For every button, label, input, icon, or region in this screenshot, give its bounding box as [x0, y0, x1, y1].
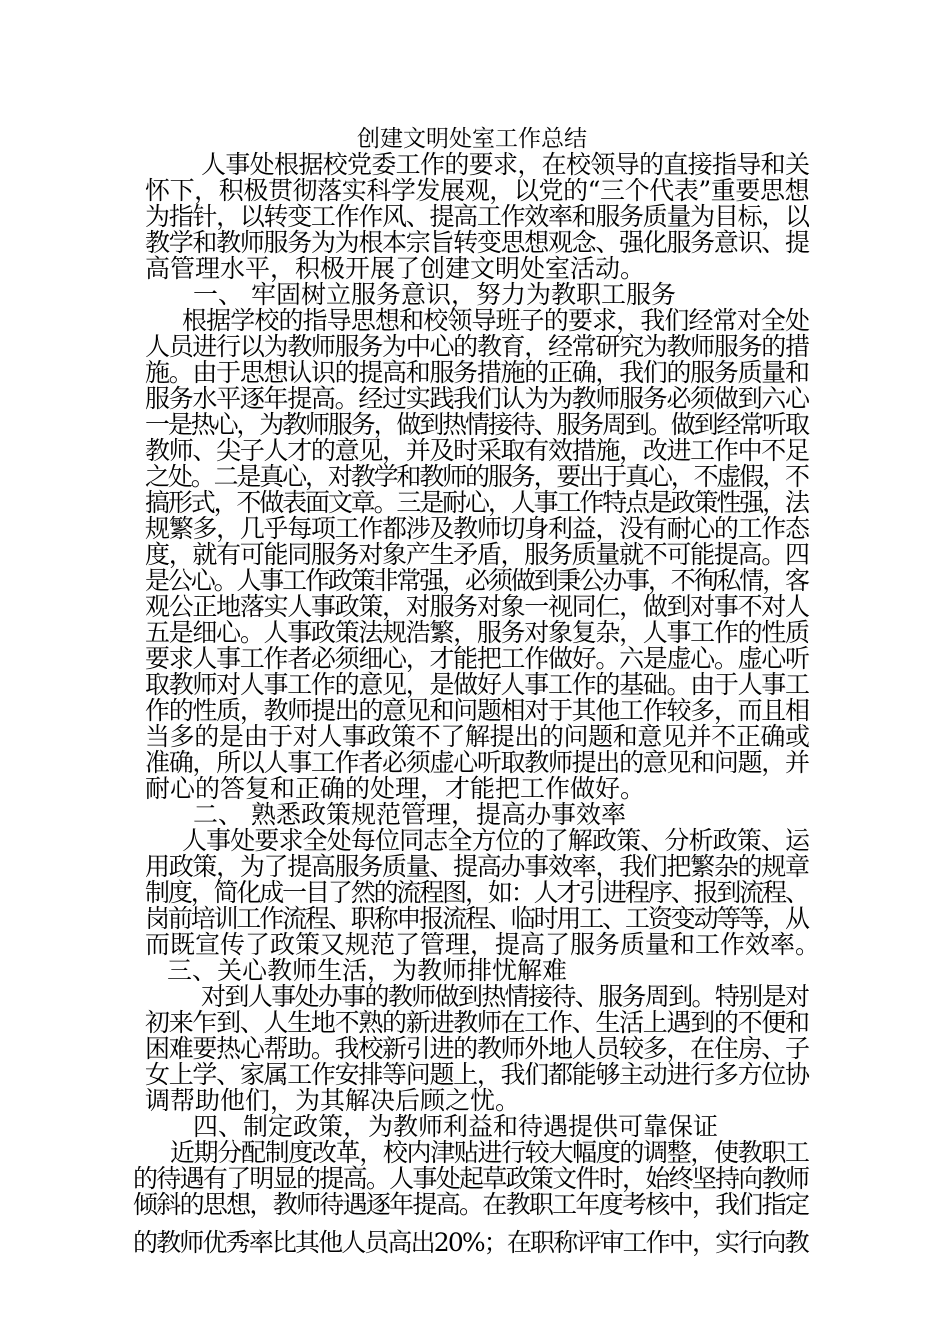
paragraph-line: 服务水平逐年提高。经过实践我们认为为教师服务必须做到六心: [145, 384, 809, 413]
paragraph-line: 调帮助他们，为其解决后顾之忧。: [145, 1086, 521, 1115]
paragraph-line: 施。由于思想认识的提高和服务措施的正确，我们的服务质量和: [145, 358, 809, 387]
paragraph-line: 岗前培训工作流程、职称申报流程、临时用工、工资变动等等，从: [145, 904, 808, 933]
paragraph-line: 当多的是由于对人事政策不了解提出的问题和意见并不正确或: [145, 722, 810, 751]
paragraph-line: 根据学校的指导思想和校领导班子的要求，我们经常对全处: [182, 306, 810, 335]
paragraph-line: 的待遇有了明显的提高。人事处起草政策文件时，始终坚持向教师: [133, 1164, 809, 1193]
paragraph-line: 高管理水平，积极开展了创建文明处室活动。: [145, 254, 646, 283]
paragraph-line: 取教师对人事工作的意见，是做好人事工作的基础。由于人事工: [145, 670, 809, 699]
section-heading: 三、关心教师生活，为教师排忧解难: [167, 956, 568, 985]
paragraph-line: 是公心。人事工作政策非常强，必须做到秉公办事，不徇私情，客: [145, 566, 808, 595]
paragraph-line: 的教师优秀率比其他人员高出20%；在职称评审工作中，实行向教: [133, 1228, 808, 1257]
paragraph-line: 而既宣传了政策又规范了管理，提高了服务质量和工作效率。: [145, 930, 821, 959]
paragraph-line: 近期分配制度改革，校内津贴进行较大幅度的调整，使教职工: [170, 1138, 809, 1167]
paragraph-line: 用政策，为了提高服务质量、提高办事效率，我们把繁杂的规章: [145, 852, 809, 881]
paragraph-line: 初来乍到、人生地不熟的新进教师在工作、生活上遇到的不便和: [145, 1008, 809, 1037]
paragraph-line: 人事处根据校党委工作的要求，在校领导的直接指导和关: [201, 150, 810, 179]
paragraph-line: 人事处要求全处每位同志全方位的了解政策、分析政策、运: [182, 826, 810, 855]
paragraph-line: 规繁多，几乎每项工作都涉及教师切身利益，没有耐心的工作态: [145, 514, 809, 543]
paragraph-line: 女上学、家属工作安排等问题上，我们都能够主动进行多方位协: [145, 1060, 809, 1089]
section-heading: 四、制定政策，为教师利益和待遇提供可靠保证: [193, 1112, 719, 1141]
paragraph-line: 怀下，积极贯彻落实科学发展观，以党的“三个代表”重要思想: [145, 176, 810, 205]
paragraph-line: 度，就有可能同服务对象产生矛盾，服务质量就不可能提高。四: [145, 540, 809, 569]
paragraph-line: 准确，所以人事工作者必须虚心听取教师提出的意见和问题，并: [145, 748, 809, 777]
paragraph-line: 观公正地落实人事政策，对服务对象一视同仁，做到对事不对人: [145, 592, 809, 621]
paragraph-line: 对到人事处办事的教师做到热情接待、服务周到。特别是对: [201, 982, 809, 1011]
paragraph-line: 搞形式，不做表面文章。三是耐心，人事工作特点是政策性强，法: [145, 488, 808, 517]
paragraph-line: 耐心的答复和正确的处理，才能把工作做好。: [145, 774, 646, 803]
paragraph-line: 一是热心，为教师服务，做到热情接待、服务周到。做到经常听取: [145, 410, 808, 439]
paragraph-line: 制度，简化成一目了然的流程图，如：人才引进程序、报到流程、: [145, 878, 808, 907]
paragraph-line: 教学和教师服务为为根本宗旨转变思想观念、强化服务意识、提: [145, 228, 809, 257]
paragraph-line: 困难要热心帮助。我校新引进的教师外地人员较多，在住房、子: [145, 1034, 809, 1063]
paragraph-line: 教师、尖子人才的意见，并及时采取有效措施，改进工作中不足: [145, 436, 809, 465]
paragraph-line: 倾斜的思想，教师待遇逐年提高。在教职工年度考核中，我们指定: [133, 1190, 809, 1219]
paragraph-line: 之处。二是真心，对教学和教师的服务，要出于真心，不虚假，不: [145, 462, 808, 491]
paragraph-line: 为指针，以转变工作作风、提高工作效率和服务质量为目标，以: [145, 202, 809, 231]
section-heading: 一、 牢固树立服务意识，努力为教职工服务: [193, 280, 676, 309]
section-heading: 二、 熟悉政策规范管理，提高办事效率: [193, 800, 626, 829]
paragraph-line: 五是细心。人事政策法规浩繁，服务对象复杂，人事工作的性质: [145, 618, 809, 647]
document-title: 创建文明处室工作总结: [357, 126, 587, 152]
paragraph-line: 人员进行以为教师服务为中心的教育，经常研究为教师服务的措: [145, 332, 809, 361]
paragraph-line: 要求人事工作者必须细心，才能把工作做好。六是虚心。虚心听: [145, 644, 809, 673]
paragraph-line: 作的性质，教师提出的意见和问题相对于其他工作较多，而且相: [145, 696, 809, 725]
